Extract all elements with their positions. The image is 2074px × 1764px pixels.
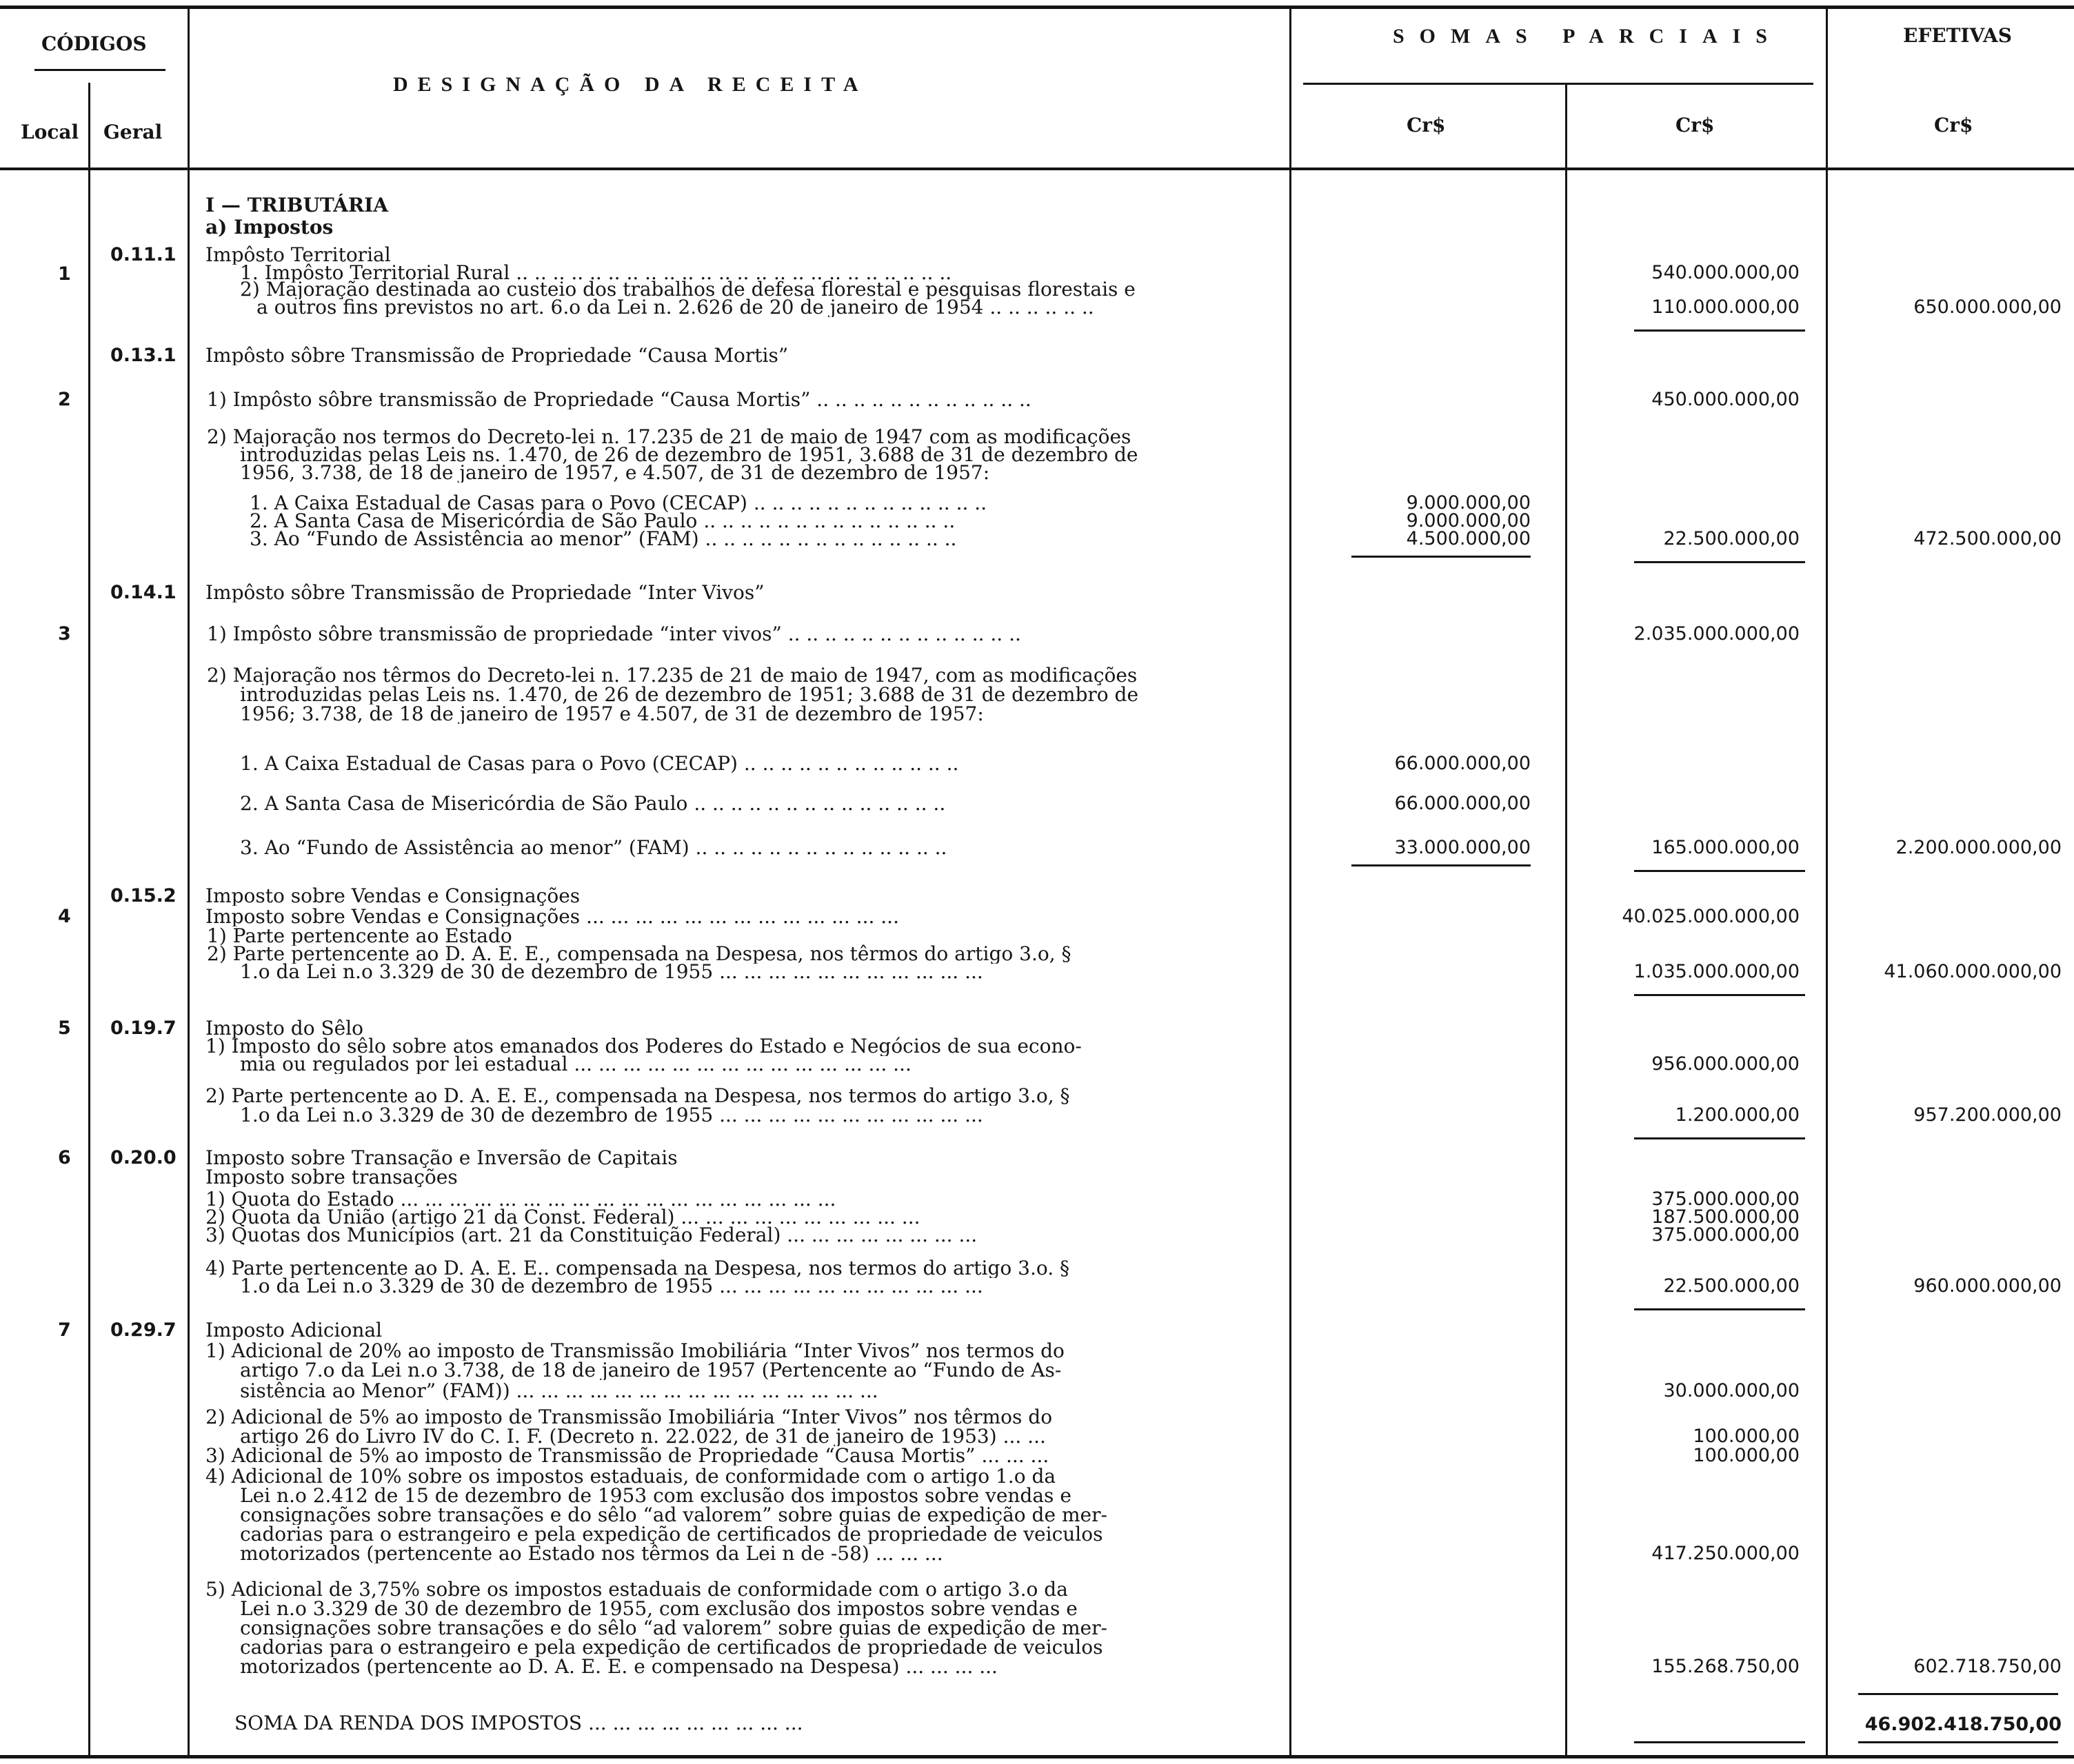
row-local-code: 3: [58, 623, 71, 645]
row-geral-code: 0.13.1: [110, 345, 177, 366]
col-rule-geral: [188, 7, 190, 1758]
row-partial-2: 40.025.000.000,00: [1622, 906, 1800, 927]
row-partial-2: 22.500.000,00: [1663, 1275, 1800, 1297]
row-designation: 3. Ao “Fundo de Assistência ao menor” (FAM) .. .. .. .. .. .. .. .. .. .. .. .. .. ..: [250, 529, 957, 549]
header-geral: Geral: [103, 121, 163, 143]
row-designation: motorizados (pertencente ao Estado nos têrmos da Lei n de -58) ... ... ...: [240, 1544, 943, 1563]
partial-1-rule: [1351, 864, 1531, 866]
row-designation: Lei n.o 3.329 de 30 de dezembro de 1955, com exclusão dos impostos sobre vendas e: [240, 1599, 1078, 1619]
row-local-code: 5: [58, 1017, 71, 1039]
col-rule-desc: [1289, 7, 1291, 1758]
row-designation: 2) Majoração nos termos do Decreto-lei n. 17.235 de 21 de maio de 1947 com as modificações: [207, 427, 1131, 447]
row-designation: 1. A Caixa Estadual de Casas para o Povo (CECAP) .. .. .. .. .. .. .. .. .. .. .. .. ..: [250, 494, 987, 513]
row-designation: sistência ao Menor” (FAM)) ... ... ... ... ... ... ... ... ... ... ... ... ... ... ...: [240, 1381, 878, 1401]
top-rule: [0, 6, 2074, 9]
partial-2-rule: [1634, 1308, 1805, 1310]
row-designation: 4) Parte pertencente ao D. A. E. E.. compensada na Despesa, nos termos do artigo 3.o. §: [205, 1259, 1070, 1278]
header-codigos: CÓDIGOS: [41, 32, 147, 55]
row-designation: 2) Majoração destinada ao custeio dos trabalhos de defesa florestal e pesquisas florestais e: [240, 280, 1136, 299]
header-currency-p2: Cr$: [1675, 114, 1715, 136]
row-partial-2: 375.000.000,00: [1651, 1188, 1800, 1210]
row-designation: 1.o da Lei n.o 3.329 de 30 de dezembro de 1955 ... ... ... ... ... ... ... ... ... ... ...: [240, 962, 983, 982]
row-designation: 1956; 3.738, de 18 de janeiro de 1957 e 4.507, de 31 de dezembro de 1957:: [240, 704, 984, 724]
row-designation: 1.o da Lei n.o 3.329 de 30 de dezembro de 1955 ... ... ... ... ... ... ... ... ... ... ...: [240, 1277, 983, 1296]
row-partial-2: 956.000.000,00: [1651, 1053, 1800, 1075]
col-rule-ef: [1826, 7, 1828, 1758]
row-designation: Impôsto Territorial: [205, 245, 391, 265]
row-partial-1: 33.000.000,00: [1394, 837, 1531, 858]
row-geral-code: 0.19.7: [110, 1017, 177, 1039]
row-partial-2: 1.200.000,00: [1675, 1104, 1800, 1126]
row-partial-2: 30.000.000,00: [1663, 1380, 1800, 1401]
row-partial-1: 9.000.000,00: [1406, 510, 1531, 531]
row-efetiva: 602.718.750,00: [1913, 1656, 2062, 1677]
row-partial-2: 417.250.000,00: [1651, 1543, 1800, 1564]
row-local-code: 2: [58, 389, 71, 410]
row-efetiva: 960.000.000,00: [1913, 1275, 2062, 1297]
row-designation: consignações sobre transações e do sêlo “ad valorem” sobre guias de expedição de mer-: [240, 1619, 1107, 1638]
row-designation: 1.o da Lei n.o 3.329 de 30 de dezembro de 1955 ... ... ... ... ... ... ... ... ... ... ...: [240, 1106, 983, 1125]
row-partial-2: 165.000.000,00: [1651, 837, 1800, 858]
row-designation: a outros fins previstos no art. 6.o da Lei n. 2.626 de 20 de janeiro de 1954 .. .. .. .. .. ..: [256, 298, 1094, 317]
row-designation: cadorias para o estrangeiro e pela expedição de certificados de propriedade de veiculos: [240, 1525, 1103, 1544]
codigos-underline: [34, 69, 165, 71]
row-partial-2: 375.000.000,00: [1651, 1224, 1800, 1246]
row-partial-2: 2.035.000.000,00: [1633, 623, 1800, 645]
row-partial-2: 155.268.750,00: [1651, 1656, 1800, 1677]
row-designation: 1) Adicional de 20% ao imposto de Transmissão Imobiliária “Inter Vivos” nos termos do: [205, 1341, 1065, 1361]
row-designation: 2) Majoração nos têrmos do Decreto-lei n. 17.235 de 21 de maio de 1947, com as modificações: [207, 666, 1138, 685]
row-designation: 3) Quotas dos Municípios (art. 21 da Constituição Federal) ... ... ... ... ... ... ... ...: [205, 1226, 978, 1245]
partial-2-rule: [1634, 330, 1805, 332]
partial-2-rule: [1634, 870, 1805, 872]
row-efetiva: 472.500.000,00: [1913, 528, 2062, 549]
header-somas-parciais: SOMAS PARCIAIS: [1393, 25, 1782, 48]
row-designation: Lei n.o 2.412 de 15 de dezembro de 1953 com exclusão dos impostos sobre vendas e: [240, 1486, 1071, 1506]
row-partial-2: 22.500.000,00: [1663, 528, 1800, 549]
partial-2-rule: [1634, 994, 1805, 996]
row-designation: Imposto sobre Vendas e Consignações: [205, 886, 581, 906]
row-designation: Imposto Adicional: [205, 1321, 383, 1340]
partial-2-rule: [1634, 561, 1805, 563]
row-geral-code: 0.20.0: [110, 1147, 177, 1168]
row-efetiva: 2.200.000.000,00: [1895, 837, 2062, 858]
row-designation: cadorias para o estrangeiro e pela expedição de certificados de propriedade de veiculos: [240, 1638, 1103, 1657]
row-designation: artigo 7.o da Lei n.o 3.738, de 18 de janeiro de 1957 (Pertencente ao “Fundo de As-: [240, 1361, 1062, 1380]
header-designacao: DESIGNAÇÃO DA RECEITA: [393, 73, 868, 96]
header-bottom-rule: [0, 168, 2074, 170]
row-partial-1: 66.000.000,00: [1394, 793, 1531, 814]
row-geral-code: 0.15.2: [110, 885, 177, 906]
section-title: I — TRIBUTÁRIA: [205, 194, 389, 216]
row-designation: 3) Adicional de 5% ao imposto de Transmissão de Propriedade “Causa Mortis” ... ... ...: [205, 1446, 1049, 1466]
section-subtitle: a) Impostos: [205, 216, 334, 239]
row-partial-2: 540.000.000,00: [1651, 262, 1800, 283]
row-designation: 1) Impôsto sôbre transmissão de Propriedade “Causa Mortis” .. .. .. .. .. .. .. .. .. .. .. ..: [207, 390, 1031, 409]
row-partial-2: 110.000.000,00: [1651, 296, 1800, 318]
row-partial-2: 450.000.000,00: [1651, 389, 1800, 410]
header-currency-p1: Cr$: [1407, 114, 1446, 136]
row-designation: 2) Adicional de 5% ao imposto de Transmissão Imobiliária “Inter Vivos” nos têrmos do: [205, 1408, 1053, 1427]
total-rule-ef-top: [1858, 1693, 2058, 1695]
row-local-code: 4: [58, 906, 71, 927]
row-designation: 1) Parte pertencente ao Estado: [207, 926, 512, 946]
row-designation: Imposto sobre Transação e Inversão de Capitais: [205, 1148, 678, 1168]
row-local-code: 1: [58, 263, 71, 285]
row-designation: 1. Impôsto Territorial Rural .. .. .. .. .. .. .. .. .. .. .. .. .. .. .. .. .. .. .. .. .. .. .. ..: [240, 263, 952, 283]
row-designation: 5) Adicional de 3,75% sobre os impostos estaduais de conformidade com o artigo 3.o da: [205, 1580, 1068, 1599]
total-rule-p2: [1634, 1741, 1805, 1743]
row-designation: introduzidas pelas Leis ns. 1.470, de 26 de dezembro de 1951; 3.688 de 31 de dezembro de: [240, 685, 1139, 704]
partial-1-rule: [1351, 556, 1531, 558]
row-designation: 1. A Caixa Estadual de Casas para o Povo (CECAP) .. .. .. .. .. .. .. .. .. .. .. ..: [240, 754, 959, 773]
row-designation: 1) Quota do Estado ... ... ... ... ... ... ... ... ... ... ... ... ... ... ... ... ... ...: [205, 1190, 836, 1209]
bottom-rule: [0, 1755, 2074, 1758]
partial-2-rule: [1634, 1137, 1805, 1139]
row-designation: 2. A Santa Casa de Misericórdia de São Paulo .. .. .. .. .. .. .. .. .. .. .. .. .. ..: [240, 794, 946, 813]
row-designation: 2) Parte pertencente ao D. A. E. E., compensada na Despesa, nos têrmos do artigo 3.o, §: [207, 944, 1071, 964]
row-designation: 3. Ao “Fundo de Assistência ao menor” (FAM) .. .. .. .. .. .. .. .. .. .. .. .. .. ..: [240, 838, 947, 858]
total-value: 46.902.418.750,00: [1864, 1714, 2062, 1735]
row-designation: Impôsto sôbre Transmissão de Propriedade “Inter Vivos”: [205, 583, 765, 602]
row-designation: mia ou regulados por lei estadual ... ... ... ... ... ... ... ... ... ... ... ... ... ...: [240, 1055, 912, 1074]
row-partial-1: 4.500.000,00: [1406, 528, 1531, 549]
total-label: SOMA DA RENDA DOS IMPOSTOS ... ... ... ... ... ... ... ... ...: [234, 1712, 803, 1734]
header-currency-ef: Cr$: [1934, 114, 1973, 136]
row-local-code: 7: [58, 1319, 71, 1341]
row-designation: 1956, 3.738, de 18 de janeiro de 1957, e 4.507, de 31 de dezembro de 1957:: [240, 463, 990, 483]
row-designation: artigo 26 do Livro IV do C. I. F. (Decreto n. 22.022, de 31 de janeiro de 1953) ... ...: [240, 1427, 1046, 1446]
col-rule-p2: [1565, 83, 1567, 1758]
row-efetiva: 41.060.000.000,00: [1884, 961, 2062, 982]
row-designation: Imposto do Sêlo: [205, 1019, 364, 1038]
row-partial-1: 9.000.000,00: [1406, 492, 1531, 514]
row-designation: 1) Imposto do sêlo sobre atos emanados dos Poderes do Estado e Negócios de sua econo-: [205, 1037, 1082, 1056]
row-designation: Impôsto sôbre Transmissão de Propriedade “Causa Mortis”: [205, 346, 789, 365]
row-partial-2: 187.500.000,00: [1651, 1206, 1800, 1228]
row-partial-2: 1.035.000.000,00: [1633, 961, 1800, 982]
col-rule-local: [88, 83, 90, 1758]
row-designation: consignações sobre transações e do sêlo “ad valorem” sobre guias de expedição de mer-: [240, 1506, 1107, 1525]
row-designation: motorizados (pertencente ao D. A. E. E. e compensado na Despesa) ... ... ... ...: [240, 1657, 998, 1676]
row-partial-2: 100.000,00: [1693, 1426, 1800, 1447]
row-designation: introduzidas pelas Leis ns. 1.470, de 26 de dezembro de 1951, 3.688 de 31 de dezembro de: [240, 445, 1138, 465]
row-designation: 4) Adicional de 10% sobre os impostos estaduais, de conformidade com o artigo 1.o da: [205, 1467, 1056, 1486]
row-geral-code: 0.14.1: [110, 582, 177, 603]
somas-underline: [1303, 83, 1813, 85]
row-local-code: 6: [58, 1147, 71, 1168]
header-local: Local: [21, 121, 79, 143]
row-geral-code: 0.11.1: [110, 244, 177, 265]
row-partial-2: 100.000,00: [1693, 1445, 1800, 1466]
row-partial-1: 66.000.000,00: [1394, 753, 1531, 774]
row-designation: Imposto sobre Vendas e Consignações ... ... ... ... ... ... ... ... ... ... ... ... ...: [205, 907, 899, 926]
row-designation: 2) Quota da União (artigo 21 da Const. Federal) ... ... ... ... ... ... ... ... ... ...: [205, 1208, 920, 1227]
row-designation: 2. A Santa Casa de Misericórdia de São Paulo .. .. .. .. .. .. .. .. .. .. .. .. .. ..: [250, 511, 956, 531]
total-rule-ef: [1858, 1741, 2058, 1743]
row-designation: 2) Parte pertencente ao D. A. E. E., compensada na Despesa, nos termos do artigo 3.o, §: [205, 1086, 1070, 1106]
row-efetiva: 957.200.000,00: [1913, 1104, 2062, 1126]
row-designation: 1) Impôsto sôbre transmissão de propriedade “inter vivos” .. .. .. .. .. .. .. .. .. .. .. .. ..: [207, 625, 1021, 644]
row-efetiva: 650.000.000,00: [1913, 296, 2062, 318]
row-geral-code: 0.29.7: [110, 1319, 177, 1341]
row-designation: Imposto sobre transações: [205, 1168, 458, 1187]
header-efetivas: EFETIVAS: [1903, 24, 2012, 47]
